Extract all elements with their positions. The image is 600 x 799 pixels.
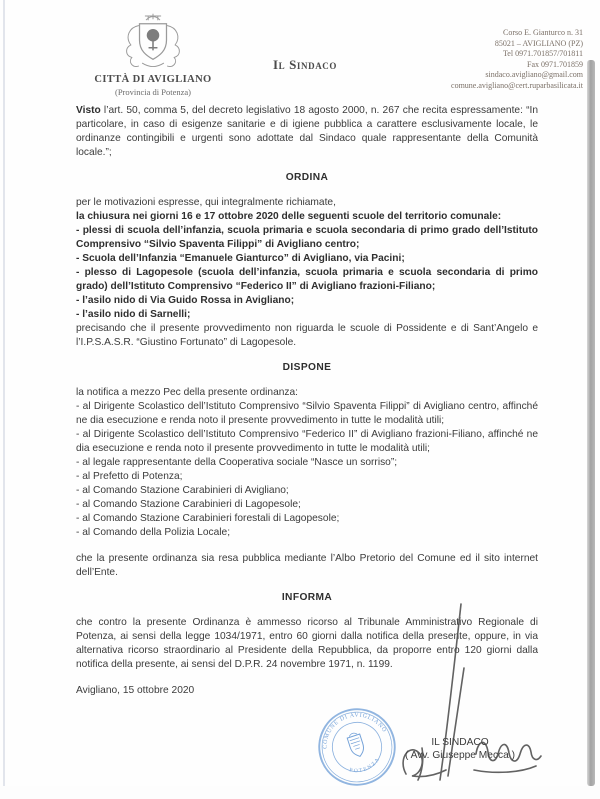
school-list-item: - plesso di Lagopesole (scuola dell’infanzia, scuola primaria e scuola secondaria di primo grado) dell’Istituto Comprensivo “Federico II” di Avigliano frazioni-Filiano;	[76, 267, 538, 292]
section-heading-dispone: DISPONE	[282, 362, 332, 373]
office-title: Il Sindaco	[272, 57, 338, 72]
recipient-list-item: - al Prefetto di Potenza;	[76, 471, 183, 482]
visto-lead: Visto	[76, 105, 101, 116]
recipient-list-item: - al legale rappresentante della Cooperativa sociale “Nasce un sorriso”;	[76, 457, 398, 468]
municipality-name: CITTÀ DI AVIGLIANO	[94, 74, 212, 85]
address-block	[451, 28, 583, 92]
closure-statement: la chiusura nei giorni 16 e 17 ottobre 2020 delle seguenti scuole del territorio comunale:	[76, 211, 502, 222]
recipient-list-item: - al Dirigente Scolastico dell’Istituto Comprensivo “Federico II” di Avigliano frazioni-Filiano, affinché ne dia esecuzione e renda noto il presente provvedimento in tutte le modalità utili;	[76, 429, 538, 454]
signature-block	[393, 736, 527, 762]
signer-title: IL SINDACO	[431, 737, 489, 748]
signer-name: ( Avv. Giuseppe Mecca )	[404, 750, 516, 761]
address-line: Tel 0971.701857/701811	[502, 49, 583, 59]
place-and-date: Avigliano, 15 ottobre 2020	[76, 685, 195, 696]
recipient-list-item: - al Comando Stazione Carabinieri di Lagopesole;	[76, 499, 301, 510]
school-list-item: - plessi di scuola dell’infanzia, scuola primaria e scuola secondaria di primo grado dell’Istituto Comprensivo “Silvio Spaventa Filippi” di Avigliano centro;	[76, 225, 538, 250]
recipient-list-item: - al Comando Stazione Carabinieri di Avigliano;	[76, 485, 289, 496]
address-line: Fax 0971.701859	[527, 59, 583, 69]
publication-statement: che la presente ordinanza sia resa pubblica mediante l’Albo Pretorio del Comune ed il sito internet dell’Ente.	[76, 553, 538, 578]
ordina-intro: per le motivazioni espresse, qui integralmente richiamate,	[76, 197, 336, 208]
address-line: 85021 – AVIGLIANO (PZ)	[494, 38, 583, 48]
address-line: Corso E. Gianturco n. 31	[503, 28, 583, 37]
school-list-item: - l’asilo nido di Via Guido Rossa in Avigliano;	[76, 295, 295, 306]
school-list-item: - Scuola dell’Infanzia “Emanuele Gianturco” di Avigliano, via Pacini;	[76, 253, 405, 264]
informa-paragraph: che contro la presente Ordinanza è ammesso ricorso al Tribunale Amministrativo Regionale di Potenza, ai sensi della legge 1034/1971, entro 60 giorni dalla notifica della presente, oppure, in via alternativa ricorso straordinario al Presidente della Repubblica, da proporre entro 120 giorni dalla notifica della presente, ai sensi del D.P.R. 24 novembre 1971, n. 1199.	[76, 617, 538, 670]
recipient-list-item: - al Dirigente Scolastico dell’Istituto Comprensivo “Silvio Spaventa Filippi” di Avigliano centro, affinché ne dia esecuzione e renda noto il presente provvedimento in tutte le modalità utili;	[76, 401, 538, 426]
visto-paragraph	[76, 104, 538, 160]
school-list-item: - l’asilo nido di Sarnelli;	[76, 309, 191, 320]
visto-text: l’art. 50, comma 5, del decreto legislativo 18 agosto 2000, n. 267 che recita espressamente: “In particolare, in caso di esigenze sanitarie e di igiene pubblica a carattere esclusivamente locale, le ordinanze contingibili e urgenti sono adottate dal Sindaco quale rappresentante della Comunità locale.”;	[76, 105, 538, 158]
dispone-intro: la notifica a mezzo Pec della presente ordinanza:	[76, 387, 298, 398]
stamp-bottom-text: POTENZA	[348, 755, 382, 775]
svg-text:COMUNE DI AVIGLIANO	[315, 704, 388, 753]
section-heading-informa: INFORMA	[281, 592, 333, 603]
stamp-top-text: COMUNE DI AVIGLIANO	[322, 712, 388, 749]
document-body	[0, 104, 600, 698]
ordina-note: precisando che il presente provvedimento non riguarda le scuole di Possidente e di Sant’Angelo e l’I.P.S.A.S.R. “Giustino Fortunato” di Lagopesole.	[76, 323, 538, 348]
recipient-list-item: - al Comando Stazione Carabinieri forestali di Lagopesole;	[76, 513, 340, 524]
email-line: sindaco.avigliano@gmail.com	[485, 70, 583, 80]
province-name: (Provincia di Potenza)	[114, 87, 191, 97]
pec-line: comune.avigliano@cert.ruparbasilicata.it	[451, 80, 583, 90]
avigliano-coat-of-arms-icon	[100, 10, 206, 74]
recipient-list-item: - al Comando della Polizia Locale;	[76, 527, 231, 538]
section-heading-ordina: ORDINA	[285, 172, 329, 183]
